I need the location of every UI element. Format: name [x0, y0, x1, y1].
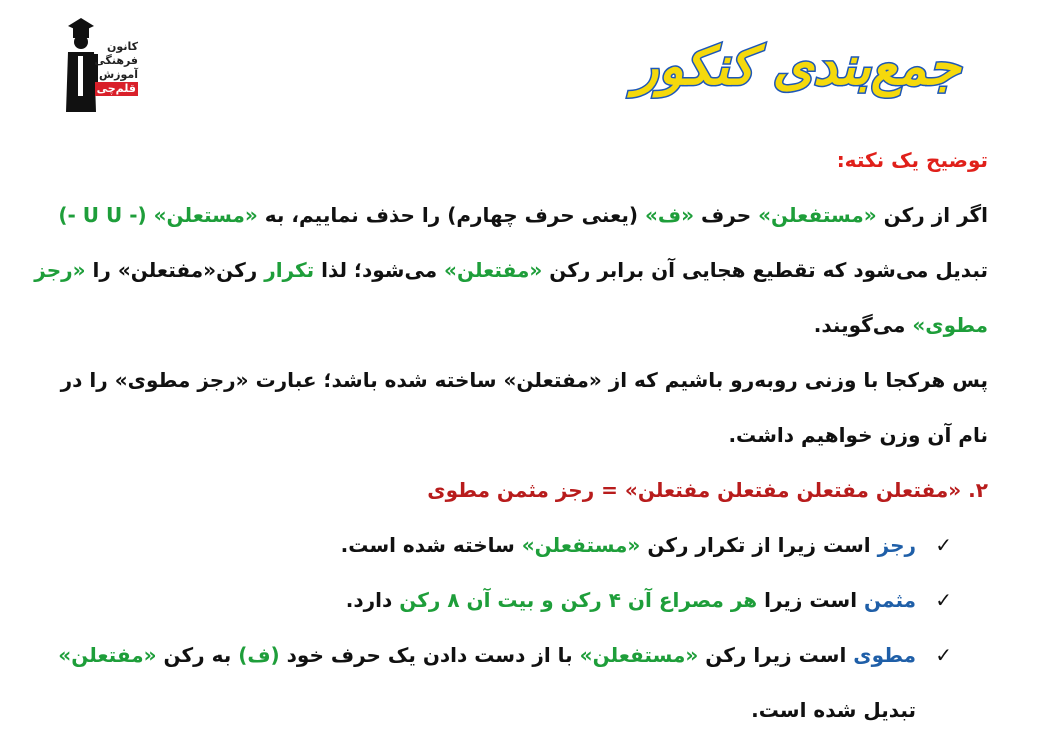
content — [34, 140, 988, 745]
example-text: «مفتعلن مفتعلن مفتعلن مفتعلن» = رجز مثمن مطوی — [427, 478, 969, 502]
graduate-icon — [64, 14, 98, 112]
para1-line2: تبدیل می‌شود که تقطیع هجایی آن برابر رکن «مفتعلن» می‌شود؛ لذا تکرار رکن«مفتعلن» را «رجز — [34, 258, 988, 282]
publisher-line-3: آموزش — [99, 68, 138, 81]
example-number: ۲. — [968, 478, 988, 502]
para2-line2: نام آن وزن خواهیم داشت. — [728, 423, 988, 447]
para2-line1: پس هرکجا با وزنی روبه‌رو باشیم که از «مفتعلن» ساخته شده باشد؛ عبارت «رجز مطوی» را در — [60, 368, 988, 392]
publisher-logo — [62, 12, 138, 114]
publisher-line-2: فرهنگی — [94, 54, 138, 67]
publisher-name — [96, 40, 138, 96]
example-heading — [80, 470, 988, 525]
bullet-1: ✓ رجز است زیرا از تکرار رکن «مستفعلن» ساخته شده است. — [80, 525, 988, 580]
publisher-brand: قلم‌چی — [96, 82, 136, 95]
brand-logo-text: جمع‌بندی کنکور — [633, 37, 961, 97]
checkmark-icon: ✓ — [935, 533, 952, 557]
checkmark-icon: ✓ — [935, 643, 952, 667]
publisher-line-1: کانون — [107, 40, 138, 53]
bullet-3: ✓ مطوی است زیرا رکن «مستفعلن» با از دست دادن یک حرف خود (ف) به رکن «مفتعلن» — [80, 635, 988, 690]
bullet-3-continuation: تبدیل شده است. — [751, 698, 916, 722]
checkmark-icon: ✓ — [935, 588, 952, 612]
para1-line1: اگر از رکن «مستفعلن» حرف «ف» (یعنی حرف چهارم) را حذف نماییم، به «مستعلن» (- U U -) — [58, 203, 988, 227]
note-title: توضیح یک نکته: — [836, 148, 988, 172]
para1-line3: مطوی» می‌گویند. — [813, 313, 988, 337]
bullet-2: ✓ مثمن است زیرا هر مصراع آن ۴ رکن و بیت آن ۸ رکن دارد. — [80, 580, 988, 635]
brand-logo — [622, 22, 972, 106]
